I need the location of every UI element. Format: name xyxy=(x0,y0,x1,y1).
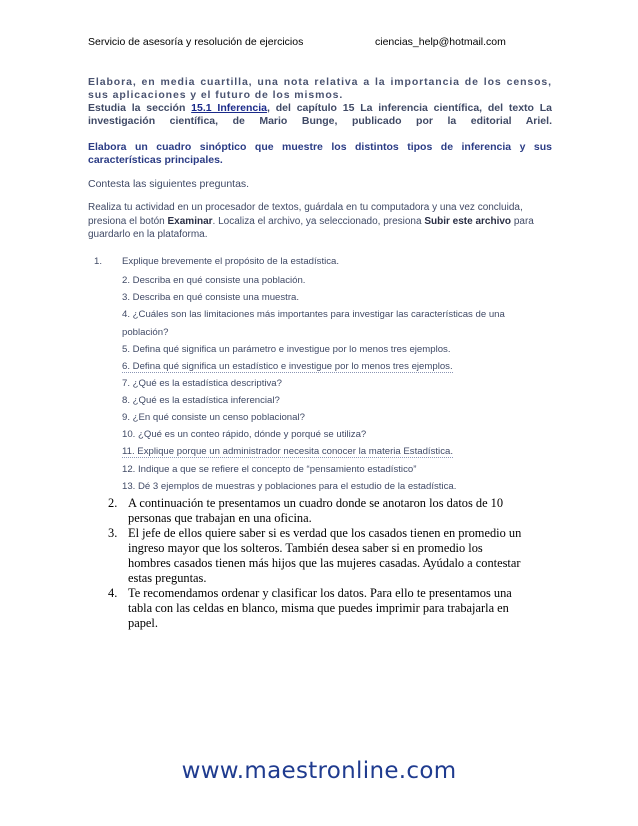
question-number: 1. xyxy=(94,256,103,267)
question-item: 2. Describa en qué consiste una población. xyxy=(122,275,306,286)
question-item: 13. Dé 3 ejemplos de muestras y poblaciones para el estudio de la estadística. xyxy=(122,481,457,492)
subir-archivo-label: Subir este archivo xyxy=(424,215,512,227)
study-section-link[interactable]: 15.1 Inferencia xyxy=(191,102,268,114)
exercise-number: 3. xyxy=(108,526,118,540)
upload-text-e: para guardarlo en la plataforma. xyxy=(88,215,534,240)
question-item: 10. ¿Qué es un conteo rápido, dónde y porqué se utiliza? xyxy=(122,429,367,440)
question-item: 11. Explique porque un administrador necesita conocer la materia Estadística. xyxy=(122,446,453,457)
exercise-number: 2. xyxy=(108,496,118,510)
exercise-text: A continuación te presentamos un cuadro donde se anotaron los datos de 10 personas que trabajan en una oficina. xyxy=(128,496,504,525)
answer-instruction: Contesta las siguientes preguntas. xyxy=(88,178,250,190)
exercise-item xyxy=(108,586,528,631)
instructions-block xyxy=(88,76,552,242)
study-line-continued: investigación científica, de Mario Bunge, publicado por la editorial Ariel. xyxy=(88,115,552,127)
question-item: 5. Defina qué significa un parámetro e investigue por lo menos tres ejemplos. xyxy=(122,344,451,355)
exercise-item xyxy=(108,526,528,586)
examinar-label: Examinar xyxy=(167,215,213,227)
upload-text-a: Realiza tu actividad en un procesador de textos, guárdala en tu computadora y una vez concluida, presiona el botón xyxy=(88,202,523,227)
header-service-title: Servicio de asesoría y resolución de ejercicios xyxy=(88,36,304,48)
question-item: 8. ¿Qué es la estadística inferencial? xyxy=(122,395,280,406)
question-text: Explique brevemente el propósito de la estadística. xyxy=(122,256,340,267)
question-item xyxy=(94,256,339,267)
exercise-item xyxy=(108,496,528,526)
header-email: ciencias_help@hotmail.com xyxy=(375,36,506,48)
question-item-continued: población? xyxy=(122,327,169,338)
question-item: 12. Indique a que se refiere el concepto de “pensamiento estadístico” xyxy=(122,464,417,475)
study-suffix: , del capítulo 15 La inferencia científica, del texto La xyxy=(267,102,552,114)
exercise-number: 4. xyxy=(108,586,118,600)
question-item: 4. ¿Cuáles son las limitaciones más importantes para investigar las características de una xyxy=(122,309,505,320)
upload-text-c: . Localiza el archivo, ya seleccionado, presiona xyxy=(212,215,425,227)
study-prefix: Estudia la sección xyxy=(88,102,186,114)
intro-paragraph xyxy=(88,76,552,128)
question-item: 3. Describa en qué consiste una muestra. xyxy=(122,292,300,303)
question-item: 9. ¿En qué consiste un censo poblacional? xyxy=(122,412,305,423)
question-item: 6. Defina qué significa un estadístico e investigue por lo menos tres ejemplos. xyxy=(122,361,453,372)
exercise-text: Te recomendamos ordenar y clasificar los datos. Para ello te presentamos una tabla con las celdas en blanco, misma que puedes imprimir para trabajarla en papel. xyxy=(128,586,512,630)
question-item: 7. ¿Qué es la estadística descriptiva? xyxy=(122,378,282,389)
exercise-list xyxy=(108,496,528,631)
upload-instruction xyxy=(88,201,552,242)
task-title: Elabora, en media cuartilla, una nota relativa a la importancia de los censos, sus aplicaciones y el futuro de los mismos. xyxy=(88,76,552,101)
footer-website-url: www.maestronline.com xyxy=(181,758,457,784)
exercise-text: El jefe de ellos quiere saber si es verdad que los casados tienen en promedio un ingreso mayor que los solteros. También desea saber si en promedio los hombres casados tienen más hijos que las mujeres casadas. Ayúdalo a contestar estas preguntas. xyxy=(128,526,522,585)
study-line xyxy=(88,102,552,115)
synoptic-instruction: Elabora un cuadro sinóptico que muestre los distintos tipos de inferencia y sus características principales. xyxy=(88,141,552,166)
